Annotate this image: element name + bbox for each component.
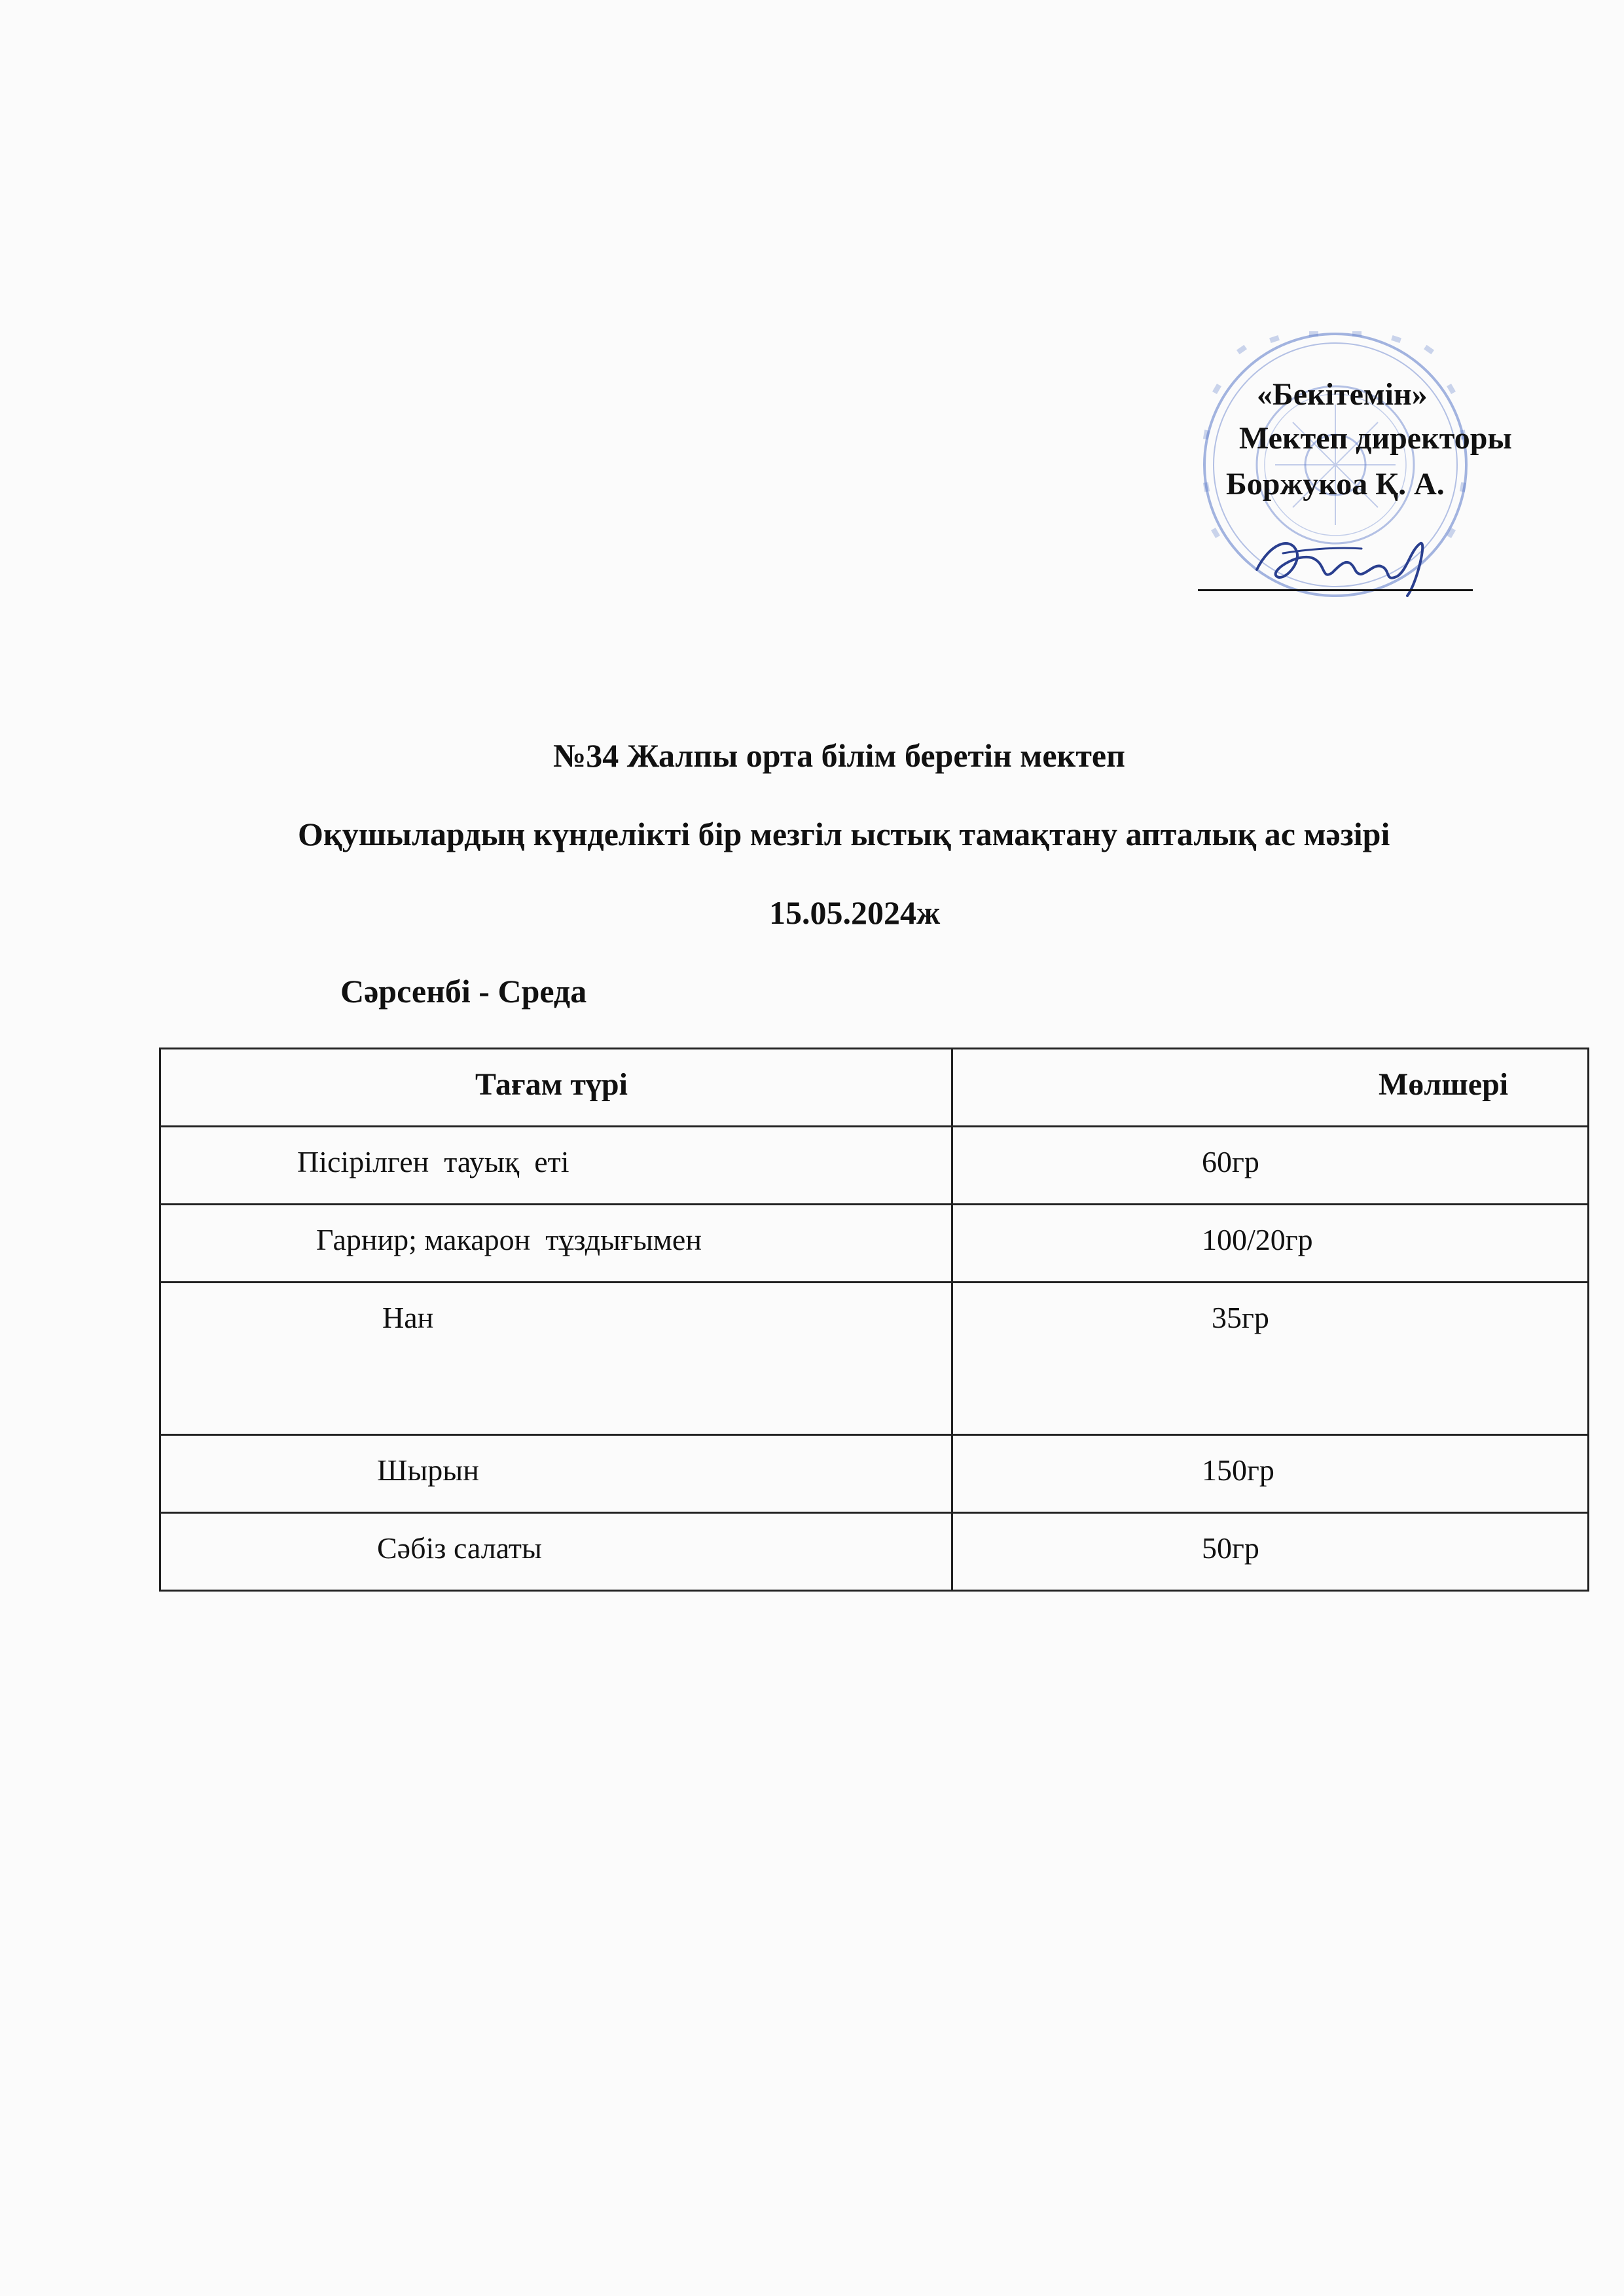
approval-role: Мектеп директоры — [1239, 421, 1512, 456]
food-name: Сәбіз салаты — [377, 1531, 542, 1565]
food-name: Нан — [382, 1301, 434, 1334]
column-header-qty-label: Мөлшері — [1379, 1067, 1509, 1102]
food-cell — [160, 1205, 952, 1283]
food-quantity: 35гр — [1212, 1301, 1269, 1334]
table-row — [160, 1127, 1589, 1205]
table-header-row — [160, 1049, 1589, 1127]
approval-name: Боржукоа Қ. А. — [1226, 467, 1445, 501]
menu-title: Оқушылардың күнделікті бір мезгіл ыстық тамақтану апталық ас мәзірі — [298, 816, 1390, 852]
signature-line — [1198, 589, 1473, 591]
qty-cell — [952, 1205, 1589, 1283]
food-cell — [160, 1435, 952, 1513]
food-name: Шырын — [377, 1453, 479, 1487]
qty-cell — [952, 1435, 1589, 1513]
table-row — [160, 1513, 1589, 1591]
menu-table — [159, 1048, 1589, 1592]
day-label: Сәрсенбі - Среда — [340, 973, 587, 1010]
approval-heading: «Бекітемін» — [1257, 377, 1428, 412]
qty-cell — [952, 1513, 1589, 1591]
column-header-qty — [952, 1049, 1589, 1127]
column-header-food — [160, 1049, 952, 1127]
food-cell — [160, 1127, 952, 1205]
approval-block — [1198, 327, 1591, 602]
food-cell — [160, 1513, 952, 1591]
school-name: №34 Жалпы орта білім беретін мектеп — [553, 737, 1125, 774]
food-name: Пісірілген тауық еті — [297, 1145, 569, 1178]
food-quantity: 60гр — [1202, 1145, 1259, 1178]
qty-cell — [952, 1127, 1589, 1205]
qty-cell — [952, 1283, 1589, 1435]
menu-date: 15.05.2024ж — [769, 894, 941, 931]
food-quantity: 50гр — [1202, 1531, 1259, 1565]
table-row — [160, 1435, 1589, 1513]
food-quantity: 150гр — [1202, 1453, 1274, 1487]
food-quantity: 100/20гр — [1202, 1223, 1313, 1256]
food-cell — [160, 1283, 952, 1435]
table-row — [160, 1205, 1589, 1283]
table-row — [160, 1283, 1589, 1435]
food-name: Гарнир; макарон тұздығымен — [316, 1223, 702, 1256]
column-header-food-label: Тағам түрі — [475, 1067, 628, 1102]
